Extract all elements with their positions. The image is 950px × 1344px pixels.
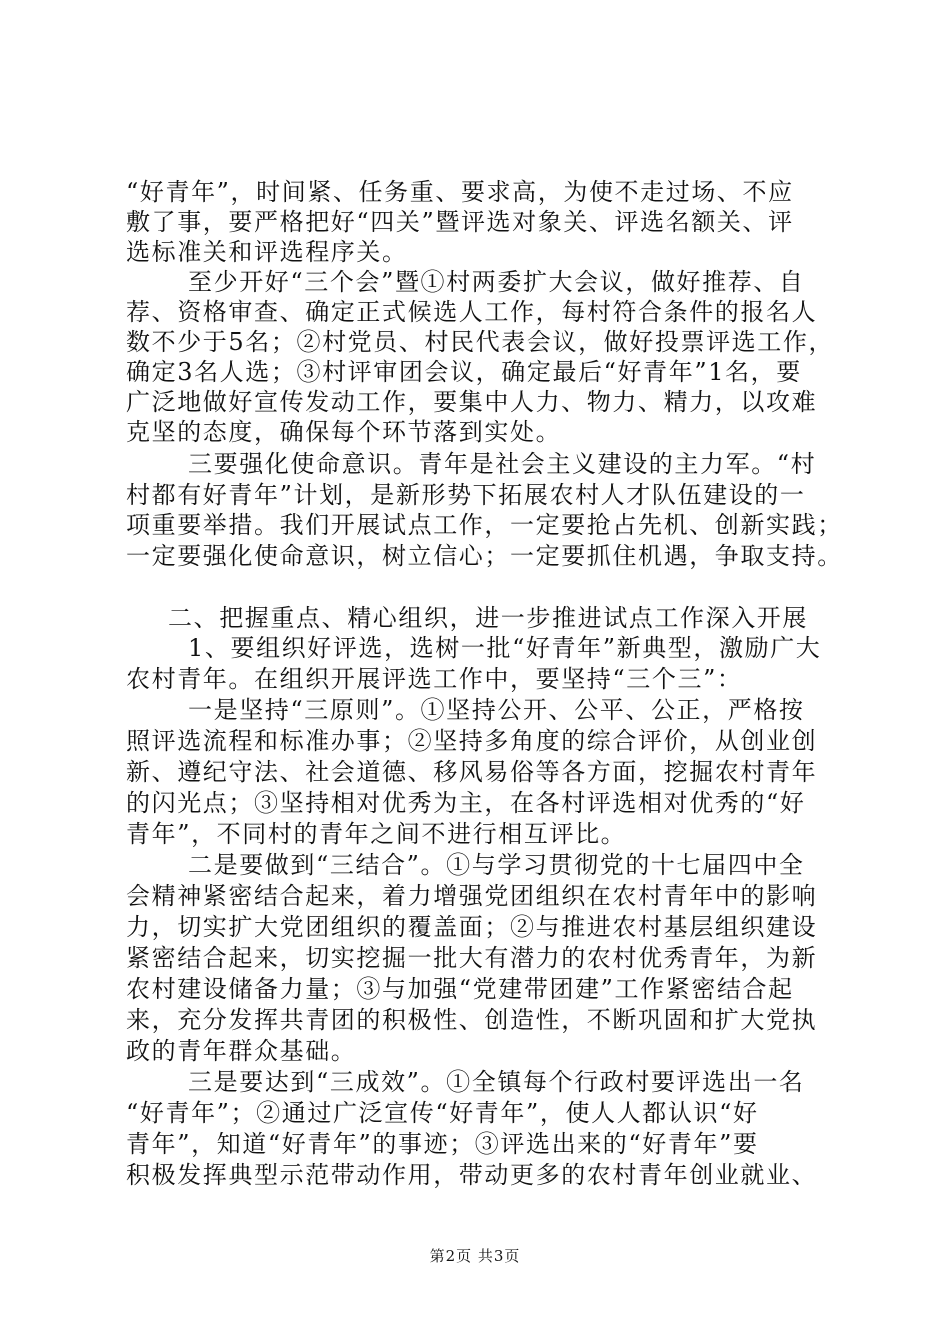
text-line: 项重要举措。我们开展试点工作，一定要抢占先机、创新实践；	[126, 511, 843, 539]
text-line: 一定要强化使命意识，树立信心；一定要抓住机遇，争取支持。	[126, 542, 843, 570]
text-line: 三要强化使命意识。青年是社会主义建设的主力军。“村	[188, 450, 817, 478]
text-line: 村都有好青年”计划，是新形势下拓展农村人才队伍建设的一	[126, 481, 806, 509]
section-heading: 二、把握重点、精心组织，进一步推进试点工作深入开展	[168, 604, 808, 632]
text-line: 二是要做到“三结合”。①与学习贯彻党的十七届四中全	[188, 851, 805, 879]
text-line: 积极发挥典型示范带动作用，带动更多的农村青年创业就业、	[126, 1161, 818, 1189]
text-line: “好青年”，时间紧、任务重、要求高，为使不走过场、不应	[126, 178, 794, 206]
text-line: 来，充分发挥共青团的积极性、创造性，不断巩固和扩大党执	[126, 1006, 818, 1034]
text-line: 的闪光点；③坚持相对优秀为主，在各村评选相对优秀的“好	[126, 789, 806, 817]
text-line: 敷了事，要严格把好“四关”暨评选对象关、评选名额关、评	[126, 208, 794, 236]
text-line: 照评选流程和标准办事；②坚持多角度的综合评价，从创业创	[126, 727, 818, 755]
text-line: 确定3名人选；③村评审团会议，确定最后“好青年”1名，要	[126, 358, 802, 386]
text-line: 1、要组织好评选，选树一批“好青年”新典型，激励广大	[188, 634, 822, 662]
text-line: “好青年”；②通过广泛宣传“好青年”，使人人都认识“好	[126, 1099, 759, 1127]
text-line: 三是要达到“三成效”。①全镇每个行政村要评选出一名	[188, 1068, 805, 1096]
text-line: 克坚的态度，确保每个环节落到实处。	[126, 418, 562, 446]
text-line: 广泛地做好宣传发动工作，要集中人力、物力、精力，以攻难	[126, 388, 818, 416]
text-line: 至少开好“三个会”暨①村两委扩大会议，做好推荐、自	[188, 268, 805, 296]
text-line: 农村青年。在组织开展评选工作中，要坚持“三个三”：	[126, 665, 743, 693]
text-line: 数不少于5名；②村党员、村民代表会议，做好投票评选工作，	[126, 328, 835, 356]
text-line: 新、遵纪守法、社会道德、移风易俗等各方面，挖掘农村青年	[126, 758, 818, 786]
page-footer: 第2页 共3页	[429, 1247, 521, 1265]
text-line: 一是坚持“三原则”。①坚持公开、公平、公正，严格按	[188, 696, 805, 724]
text-line: 荐、资格审查、确定正式候选人工作，每村符合条件的报名人	[126, 298, 818, 326]
text-line: 青年”，知道“好青年”的事迹；③评选出来的“好青年”要	[126, 1130, 759, 1158]
text-line: 紧密结合起来，切实挖掘一批大有潜力的农村优秀青年，为新	[126, 944, 818, 972]
text-line: 选标准关和评选程序关。	[126, 238, 408, 266]
text-line: 会精神紧密结合起来，着力增强党团组织在农村青年中的影响	[126, 882, 818, 910]
text-line: 青年”，不同村的青年之间不进行相互评比。	[126, 820, 627, 848]
text-line: 力，切实扩大党团组织的覆盖面；②与推进农村基层组织建设	[126, 913, 818, 941]
text-line: 政的青年群众基础。	[126, 1037, 357, 1065]
text-line: 农村建设储备力量；③与加强“党建带团建”工作紧密结合起	[126, 975, 794, 1003]
